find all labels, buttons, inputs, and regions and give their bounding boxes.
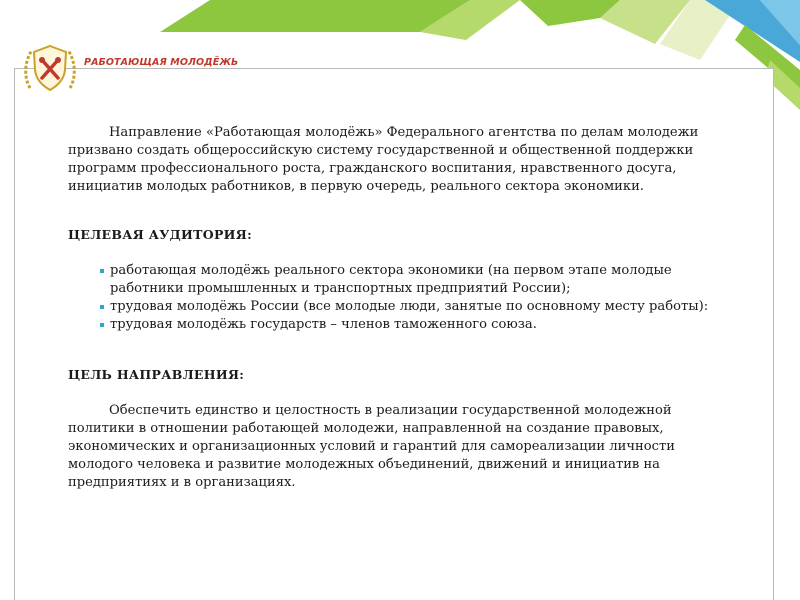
audience-item-2: трудовая молодёжь России (все молодые люди, занятые по основному месту работы):	[110, 299, 709, 314]
goal-line-3: экономических и организационных условий и гарантий для самореализации личности	[68, 439, 675, 454]
bullet-icon	[100, 323, 104, 327]
audience-item-1-line-1: работающая молодёжь реального сектора экономики (на первом этапе молодые	[110, 263, 672, 278]
lime-stripe-2	[520, 0, 620, 26]
lime-stripe	[160, 0, 470, 32]
shield-emblem-icon	[22, 40, 78, 96]
audience-heading: ЦЕЛЕВАЯ АУДИТОРИЯ:	[68, 227, 252, 242]
intro-line-3: программ профессионального роста, гражданского воспитания, нравственного досуга,	[68, 161, 677, 176]
audience-item-3: трудовая молодёжь государств – членов таможенного союза.	[110, 317, 537, 332]
bullet-icon	[100, 269, 104, 273]
bullet-icon	[100, 305, 104, 309]
intro-line-2: призвано создать общероссийскую систему государственной и общественной поддержки	[68, 143, 694, 158]
goal-line-1: Обеспечить единство и целостность в реализации государственной молодежной	[109, 403, 672, 418]
intro-line-4: инициатив молодых работников, в первую очередь, реального сектора экономики.	[68, 179, 644, 194]
brand-title: РАБОТАЮЩАЯ МОЛОДЁЖЬ	[84, 57, 239, 68]
goal-line-4: молодого человека и развитие молодежных объединений, движений и инициатив на	[68, 457, 660, 472]
intro-line-1: Направление «Работающая молодёжь» Федерального агентства по делам молодежи	[109, 125, 699, 140]
goal-line-2: политики в отношении работающей молодежи, направленной на создание правовых,	[68, 421, 664, 436]
audience-item-1-line-2: работники промышленных и транспортных предприятий России);	[110, 281, 571, 296]
goal-heading: ЦЕЛЬ НАПРАВЛЕНИЯ:	[68, 367, 245, 382]
goal-line-5: предприятиях и в организациях.	[68, 475, 296, 490]
